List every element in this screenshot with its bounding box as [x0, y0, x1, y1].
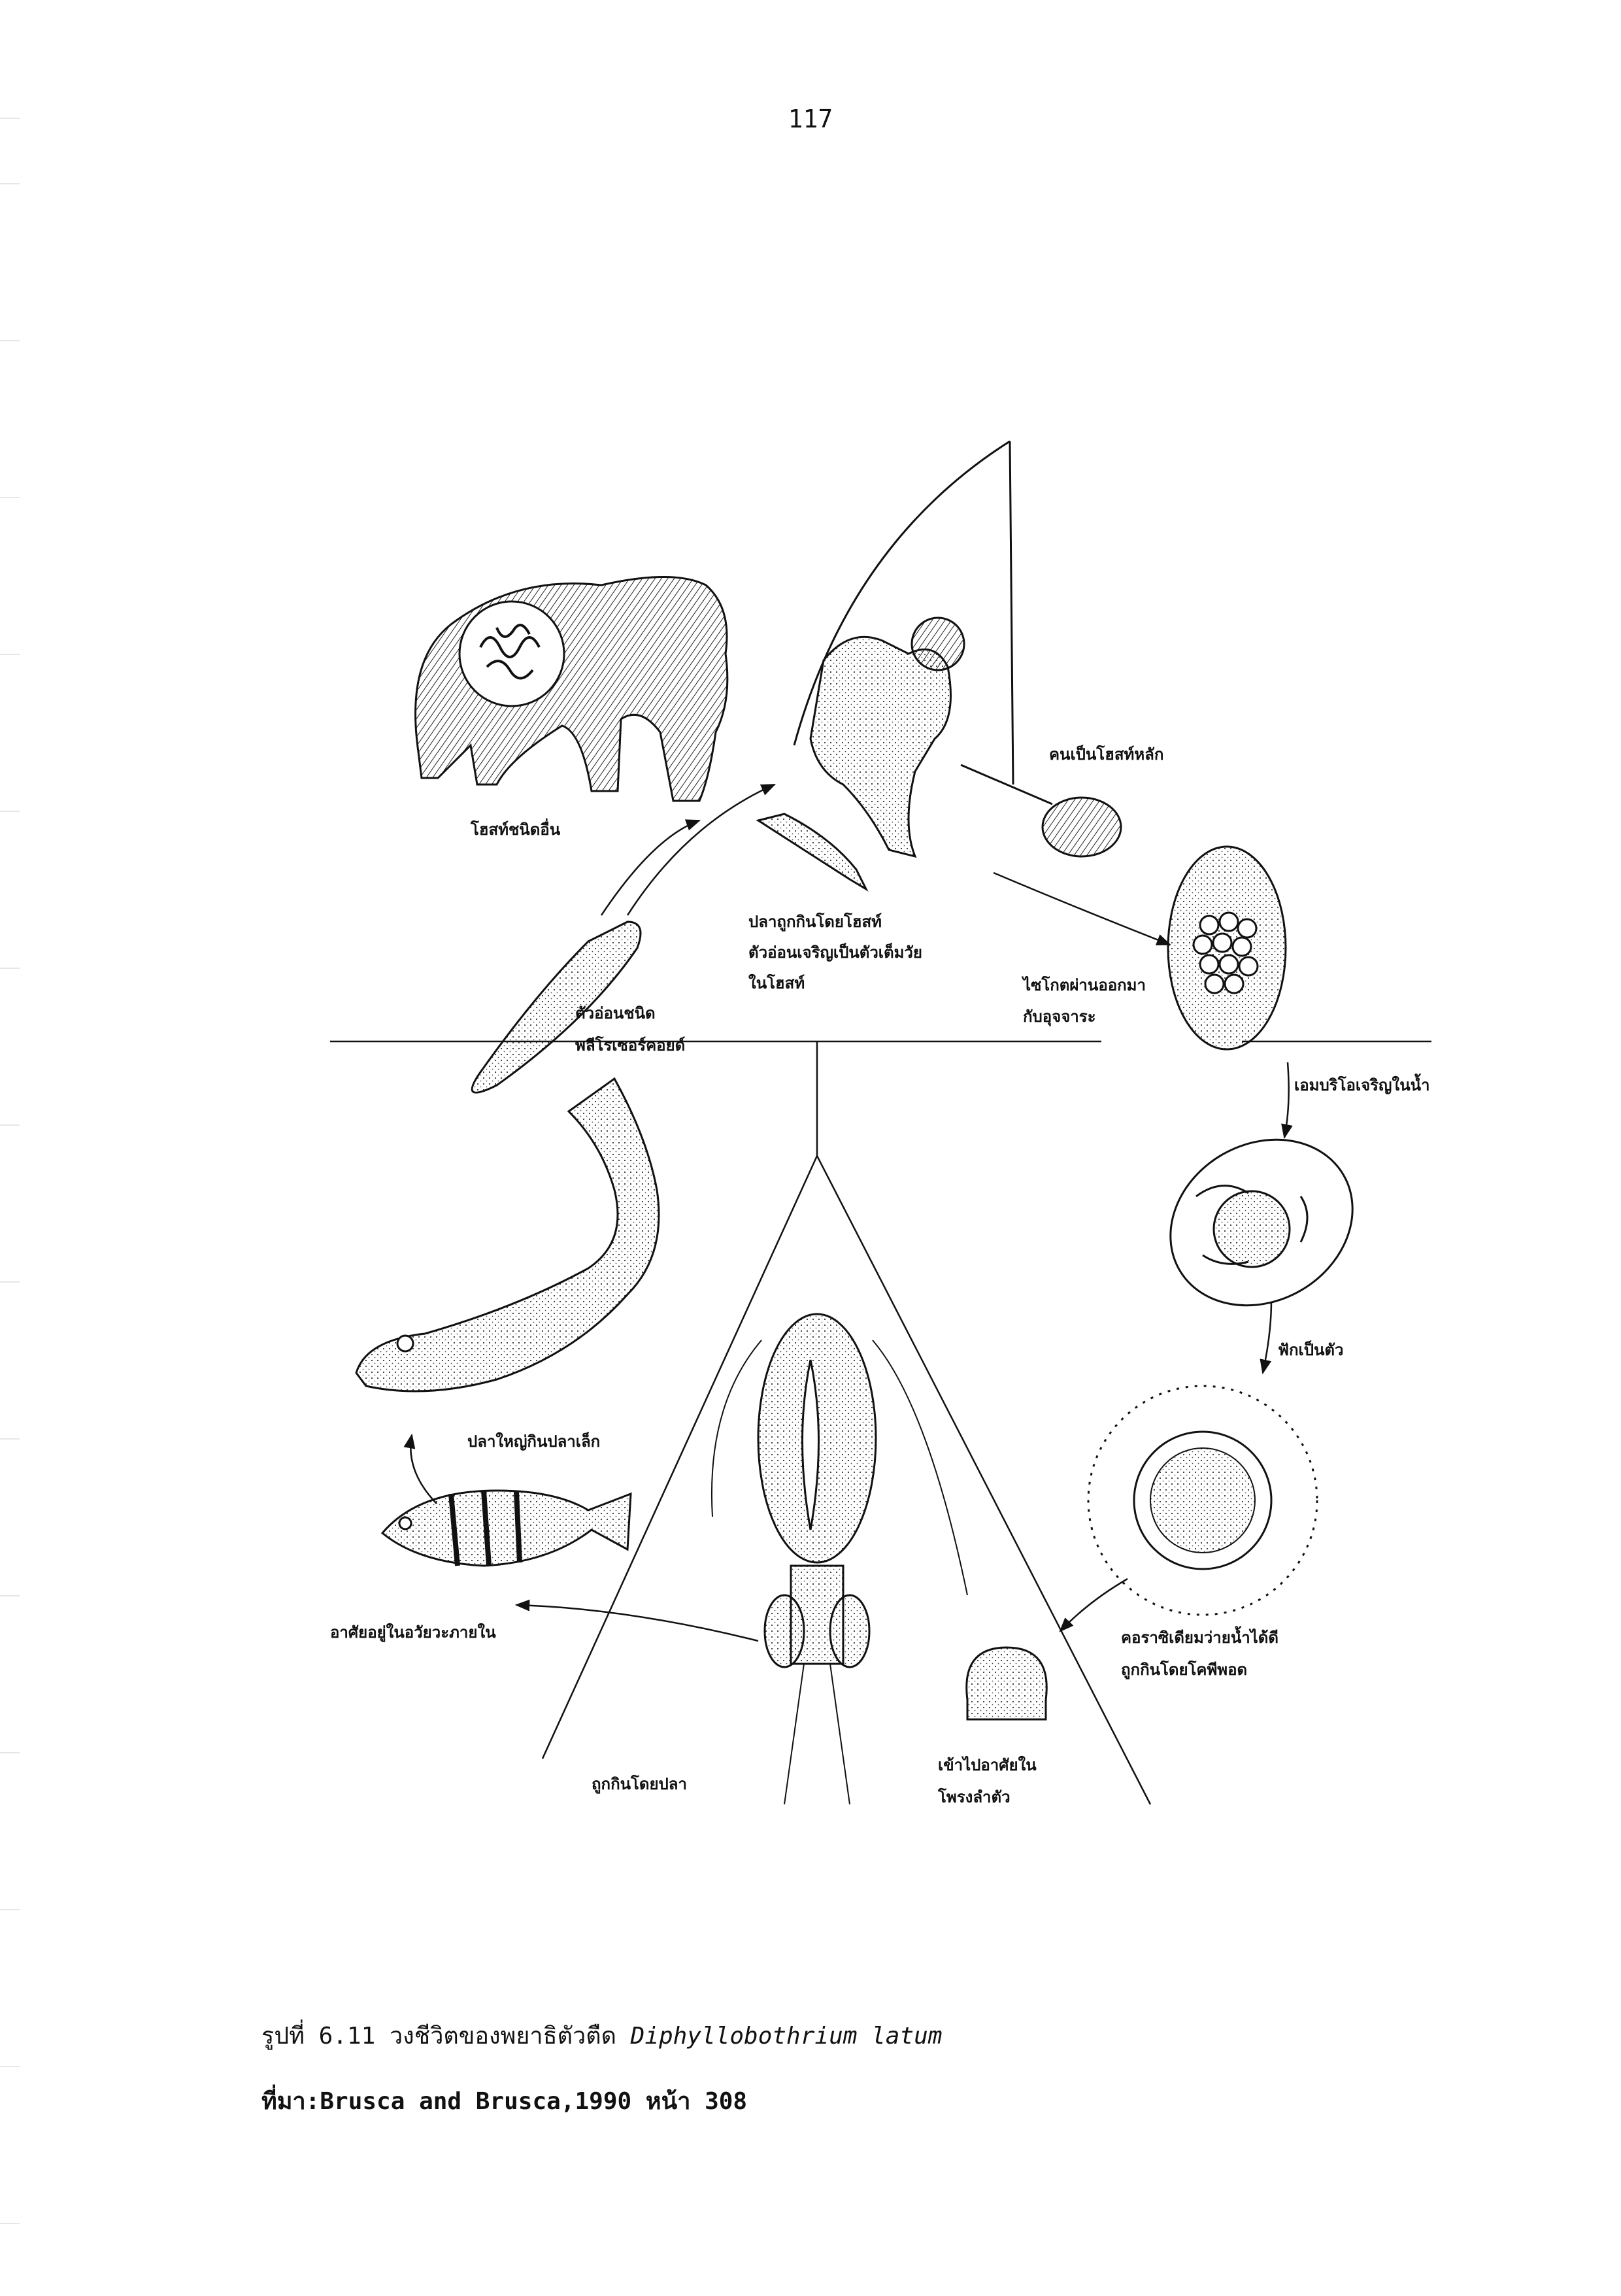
figure-caption — [261, 2017, 942, 2054]
label-human-host: คนเป็นโฮสท์หลัก — [1049, 745, 1164, 764]
label-hatch: ฟักเป็นตัว — [1278, 1341, 1344, 1359]
coracidium — [1088, 1386, 1317, 1615]
trout — [356, 1079, 659, 1391]
caption-species: Diphyllobothrium latum — [630, 2023, 943, 2050]
label-body-cavity-2: โพรงลำตัว — [938, 1788, 1011, 1806]
embryo-egg — [1140, 1107, 1382, 1338]
fisherman-illustration — [794, 441, 1121, 856]
label-body-cavity-1: เข้าไปอาศัยใน — [938, 1756, 1037, 1774]
label-embryo: เอมบริโอเจริญในน้ำ — [1294, 1076, 1430, 1094]
perch — [382, 1491, 631, 1566]
label-fish-eaten-1: ปลาถูกกินโดยโฮสท์ — [748, 913, 882, 931]
label-plerocercoid-1: ตัวอ่อนชนิด — [575, 1004, 656, 1022]
figure-source: ที่มา:Brusca and Brusca,1990 หน้า 308 — [261, 2088, 748, 2115]
label-big-fish: ปลาใหญ่กินปลาเล็ก — [467, 1432, 601, 1451]
label-plerocercoid-2: พลีโรเซอร์คอยด์ — [575, 1036, 686, 1055]
caught-fish-illustration — [758, 814, 866, 889]
copepod — [712, 1314, 967, 1804]
label-eggs-2: กับอุจจาระ — [1023, 1007, 1096, 1026]
page-number: 117 — [788, 105, 833, 133]
bear-illustration — [416, 577, 727, 802]
label-coracidium-1: คอราซิเดียมว่ายน้ำได้ดี — [1121, 1629, 1278, 1647]
label-coracidium-2: ถูกกินโดยโคพีพอด — [1121, 1661, 1248, 1679]
caption-prefix: รูปที่ 6.11 วงชีวิตของพยาธิตัวตืด — [261, 2023, 631, 2050]
label-eaten-by-fish: ถูกกินโดยปลา — [592, 1775, 687, 1793]
procercoid — [967, 1647, 1047, 1719]
label-eggs-1: ไซโกตผ่านออกมา — [1023, 976, 1146, 994]
egg-with-cells — [1168, 847, 1286, 1049]
label-other-host: โฮสท์ชนิดอื่น — [471, 820, 561, 839]
label-tissue: อาศัยอยู่ในอวัยวะภายใน — [330, 1623, 496, 1642]
label-fish-eaten-3: ในโฮสท์ — [748, 974, 805, 992]
label-fish-eaten-2: ตัวอ่อนเจริญเป็นตัวเต็มวัย — [748, 943, 922, 962]
